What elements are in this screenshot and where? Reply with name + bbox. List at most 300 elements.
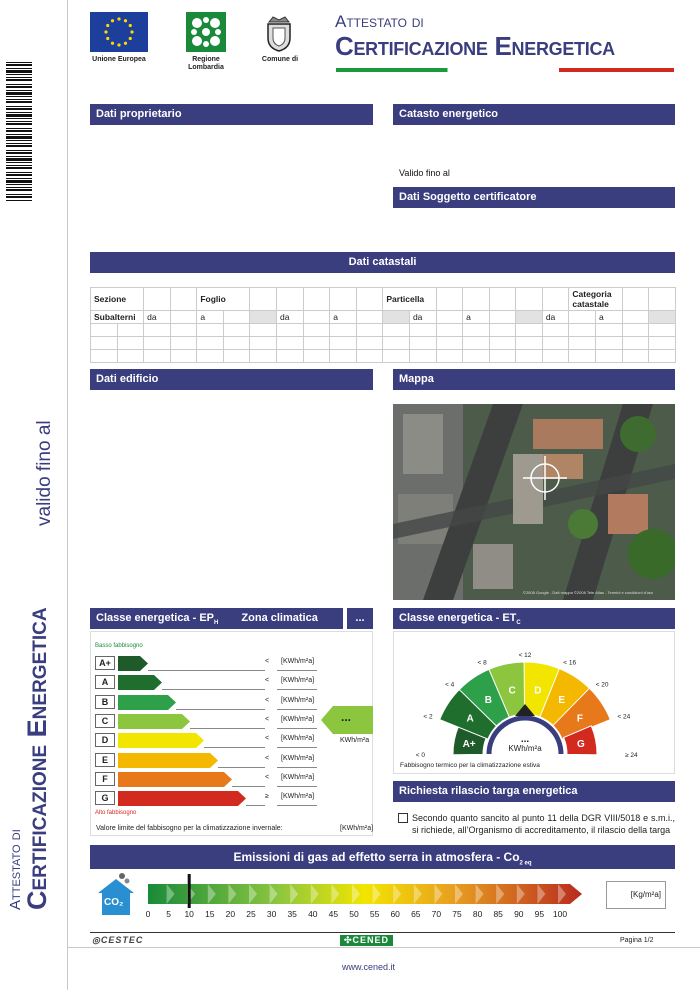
catastali-cell[interactable] xyxy=(223,337,250,350)
ep-class-arrow xyxy=(118,733,204,748)
catastali-cell[interactable] xyxy=(409,337,436,350)
catastali-a: a xyxy=(463,311,490,324)
catastali-a: a xyxy=(595,311,622,324)
ep-class-label: E xyxy=(95,753,115,767)
catastali-cell[interactable] xyxy=(622,311,649,324)
emissions-section-header xyxy=(90,845,675,869)
catastali-cell[interactable] xyxy=(516,288,543,311)
et-gauge-segment-label: F xyxy=(576,713,583,725)
ep-class-line xyxy=(176,709,265,710)
catastali-cell[interactable] xyxy=(622,337,649,350)
barcode-bar xyxy=(6,158,32,161)
ep-class-unit: [KWh/m²a] xyxy=(281,677,315,685)
barcode xyxy=(6,62,32,202)
ep-class-label: F xyxy=(95,772,115,786)
emissions-tick-label: 10 xyxy=(184,909,194,919)
ep-class-sign: < xyxy=(265,735,270,743)
ep-zone-value: ... xyxy=(347,608,373,629)
ep-section-header xyxy=(90,608,343,629)
ep-class-unit: [KWh/m²a] xyxy=(281,735,315,743)
catastali-cell[interactable] xyxy=(91,324,118,337)
ep-class-unit: [KWh/m²a] xyxy=(281,754,315,762)
emissions-tick-label: 35 xyxy=(287,909,297,919)
barcode-bar xyxy=(6,108,32,110)
barcode-bar xyxy=(6,123,32,125)
catastali-cell[interactable] xyxy=(542,350,569,363)
ep-class-arrow xyxy=(118,772,232,787)
barcode-bar xyxy=(6,136,32,139)
catastali-cell[interactable] xyxy=(170,350,197,363)
catastali-cell-shaded xyxy=(649,311,676,324)
barcode-bar xyxy=(6,180,32,183)
catastali-cell[interactable] xyxy=(569,350,596,363)
eu-star xyxy=(111,42,114,45)
catastali-subalterni: Subalterni xyxy=(91,311,144,324)
eu-star xyxy=(117,43,120,46)
catastali-a: a xyxy=(330,311,357,324)
barcode-bar xyxy=(6,156,32,157)
barcode-bar xyxy=(6,64,32,66)
catastali-cell[interactable] xyxy=(170,337,197,350)
emissions-tick-label: 5 xyxy=(166,909,171,919)
catastali-cell[interactable] xyxy=(356,311,383,324)
ep-class-value-line xyxy=(277,728,317,729)
catastali-cell[interactable] xyxy=(569,337,596,350)
emissions-tick-label: 100 xyxy=(552,909,568,919)
emissions-title: Emissioni di gas ad effetto serra in atmosfera - Co xyxy=(233,850,520,864)
eu-star xyxy=(117,17,120,20)
catastali-cell[interactable] xyxy=(436,288,463,311)
eu-star xyxy=(104,30,107,33)
catastali-cell[interactable] xyxy=(144,350,171,363)
emissions-tick-label: 50 xyxy=(349,909,359,919)
barcode-bar xyxy=(6,130,32,132)
ep-class-arrow xyxy=(118,753,218,768)
barcode-bar xyxy=(6,101,32,103)
catastali-cell[interactable] xyxy=(595,337,622,350)
ep-title: Classe energetica - EP xyxy=(96,612,215,624)
catastali-section-header: Dati catastali xyxy=(90,252,675,273)
logo-label-lombardia: Regione Lombardia xyxy=(188,56,224,71)
ep-class-line xyxy=(148,670,265,671)
barcode-bar xyxy=(6,114,32,117)
barcode-bar xyxy=(6,68,32,69)
ep-class-value-line xyxy=(277,786,317,787)
ep-class-unit: [KWh/m²a] xyxy=(281,658,315,665)
catastali-cell[interactable] xyxy=(330,288,357,311)
catastali-cell[interactable] xyxy=(569,311,596,324)
catastali-cell[interactable] xyxy=(542,337,569,350)
catastali-cell[interactable] xyxy=(144,288,171,311)
co2-house-icon xyxy=(94,871,144,919)
eu-star xyxy=(124,19,127,22)
ep-class-line xyxy=(232,786,265,787)
ep-title-sub: H xyxy=(214,620,219,627)
catastali-cell[interactable] xyxy=(91,337,118,350)
ep-class-label: D xyxy=(95,733,115,747)
logo-label-comune: Comune di xyxy=(261,56,299,63)
catastali-cell[interactable] xyxy=(409,324,436,337)
barcode-bar xyxy=(6,172,32,173)
et-gauge-segment-label: C xyxy=(508,685,516,697)
catastali-cell[interactable] xyxy=(330,350,357,363)
footer-logo-center-text: CENED xyxy=(352,935,390,945)
emissions-tick-label: 25 xyxy=(246,909,256,919)
ep-class-arrow xyxy=(118,714,190,729)
request-checkbox[interactable] xyxy=(398,813,408,823)
catastali-header: Foglio xyxy=(197,288,250,311)
catastali-cell[interactable] xyxy=(303,311,330,324)
catastali-cell[interactable] xyxy=(197,337,224,350)
catastali-cell[interactable] xyxy=(277,324,304,337)
logo-label-eu: Unione Europea xyxy=(92,56,146,63)
eu-star xyxy=(130,30,133,33)
lombardia-rose-icon xyxy=(186,12,226,52)
et-gauge-unit: KWh/m²a xyxy=(508,744,542,753)
footer-rule xyxy=(90,932,675,933)
catastali-cell[interactable] xyxy=(649,350,676,363)
et-title-sub: C xyxy=(516,620,521,627)
et-gauge-segment-label: A+ xyxy=(462,738,476,750)
ep-class-line xyxy=(204,747,265,748)
ep-class-sign: < xyxy=(265,715,270,723)
footer-logo-left-text: CESTEC xyxy=(100,935,144,945)
barcode-bar xyxy=(6,121,32,122)
emissions-tick-label: 60 xyxy=(390,909,400,919)
emissions-tick-label: 45 xyxy=(328,909,339,919)
catastali-cell[interactable] xyxy=(436,324,463,337)
ep-class-value-line xyxy=(277,670,317,671)
ep-class-value-line xyxy=(277,747,317,748)
catastali-cell[interactable] xyxy=(489,350,516,363)
ep-class-sign: < xyxy=(265,658,270,665)
catastali-da: da xyxy=(277,311,304,324)
barcode-bar xyxy=(6,187,32,188)
emissions-tick-label: 85 xyxy=(493,909,503,919)
catastali-cell[interactable] xyxy=(649,288,676,311)
barcode-bar xyxy=(6,77,32,78)
catastali-cell[interactable] xyxy=(223,324,250,337)
ep-class-value-line xyxy=(277,767,317,768)
barcode-bar xyxy=(6,165,32,166)
emissions-marker xyxy=(188,874,191,908)
barcode-bar xyxy=(6,62,32,63)
catastali-cell[interactable] xyxy=(516,350,543,363)
catastali-cell-shaded xyxy=(383,311,410,324)
barcode-bar xyxy=(6,70,32,73)
catastali-cell[interactable] xyxy=(383,324,410,337)
catastali-cell[interactable] xyxy=(595,324,622,337)
ep-result-value: ... xyxy=(341,710,352,724)
ep-class-unit: [KWh/m²a] xyxy=(281,793,315,801)
et-gauge-threshold: < 20 xyxy=(595,681,609,689)
ep-class-sign: < xyxy=(265,754,270,762)
barcode-bar xyxy=(6,145,32,147)
catastali-cell[interactable] xyxy=(250,337,277,350)
catastali-cell[interactable] xyxy=(277,337,304,350)
catastali-cell[interactable] xyxy=(250,288,277,311)
barcode-bar xyxy=(6,189,32,191)
catastali-a: a xyxy=(197,311,224,324)
emissions-tick-label: 75 xyxy=(452,909,462,919)
catastali-cell[interactable] xyxy=(144,324,171,337)
et-gauge-threshold: < 2 xyxy=(423,713,433,721)
footer-logo-center: ✣CENED xyxy=(340,935,393,946)
ep-zone: Zona climatica xyxy=(241,612,318,624)
ep-class-unit: [KWh/m²a] xyxy=(281,773,315,781)
catastali-cell[interactable] xyxy=(622,324,649,337)
barcode-bar xyxy=(6,74,32,75)
ep-class-value-line xyxy=(277,689,317,690)
building-fields xyxy=(96,403,366,409)
request-text: Secondo quanto sancito al punto 11 della DGR VIII/5018 e s.m.i., si richiede, all’Organismo di accreditamento, il rilascio della targa xyxy=(412,813,675,835)
side-title-line2: Certificazione Energetica xyxy=(22,607,52,910)
barcode-bar xyxy=(6,99,32,100)
barcode-bar xyxy=(6,194,32,195)
emissions-tick-label: 55 xyxy=(369,909,380,919)
catastali-cell[interactable] xyxy=(489,288,516,311)
ep-result-arrow xyxy=(321,706,373,734)
catastali-cell[interactable] xyxy=(622,350,649,363)
emissions-scale xyxy=(140,872,600,920)
ep-class-arrow xyxy=(118,656,148,671)
catastali-cell[interactable] xyxy=(542,324,569,337)
et-panel xyxy=(393,631,675,774)
ep-class-label: A xyxy=(95,675,115,689)
emissions-title-sub: 2 eq xyxy=(519,860,532,867)
italian-flag-rule xyxy=(336,68,674,72)
barcode-bar xyxy=(6,184,32,185)
barcode-bar xyxy=(6,96,32,97)
catastali-cell[interactable] xyxy=(223,311,250,324)
catastali-cell[interactable] xyxy=(170,324,197,337)
header-title-line1: Attestato di xyxy=(335,12,424,31)
barcode-bar xyxy=(6,162,32,163)
ep-class-line xyxy=(190,728,265,729)
catastali-cell[interactable] xyxy=(463,288,490,311)
barcode-bar xyxy=(6,92,32,95)
emissions-tick-label: 30 xyxy=(266,909,277,919)
building-section-header: Dati edificio xyxy=(90,369,373,390)
barcode-bar xyxy=(6,90,32,91)
catastali-cell[interactable] xyxy=(489,337,516,350)
catastali-cell[interactable] xyxy=(569,324,596,337)
catastali-cell[interactable] xyxy=(117,337,144,350)
barcode-bar xyxy=(6,128,32,129)
certifier-section-header: Dati Soggetto certificatore xyxy=(393,187,675,208)
catastali-cell[interactable] xyxy=(117,324,144,337)
barcode-bar xyxy=(6,143,32,144)
catastali-cell[interactable] xyxy=(117,350,144,363)
catastali-cell[interactable] xyxy=(330,324,357,337)
footer-logo-left: ◎CESTEC xyxy=(92,935,144,945)
eu-star xyxy=(124,42,127,45)
request-section-header: Richiesta rilascio targa energetica xyxy=(393,781,675,802)
emissions-unit: [Kg/m²a] xyxy=(630,890,661,899)
catastali-cell[interactable] xyxy=(489,324,516,337)
emissions-tick-label: 0 xyxy=(145,909,151,919)
cadastre-section-header: Catasto energetico xyxy=(393,104,675,125)
et-section-header xyxy=(393,608,675,629)
barcode-bar xyxy=(6,106,32,107)
et-gauge-threshold: < 4 xyxy=(445,681,455,689)
catastali-cell[interactable] xyxy=(250,324,277,337)
et-gauge-segment-label: E xyxy=(558,695,566,707)
catastali-cell[interactable] xyxy=(436,311,463,324)
ep-class-arrow xyxy=(118,695,176,710)
ep-class-value-line xyxy=(277,709,317,710)
catastali-cell[interactable] xyxy=(170,288,197,311)
catastali-cell[interactable] xyxy=(409,350,436,363)
catastali-cell[interactable] xyxy=(383,337,410,350)
footer-url[interactable]: www.cened.it xyxy=(342,962,396,972)
catastali-cell[interactable] xyxy=(303,324,330,337)
catastali-cell[interactable] xyxy=(622,288,649,311)
catastali-da: da xyxy=(542,311,569,324)
et-gauge-threshold: < 8 xyxy=(477,659,487,667)
barcode-bar xyxy=(6,178,32,179)
emissions-tick-label: 95 xyxy=(534,909,545,919)
et-title: Classe energetica - ET xyxy=(399,612,517,624)
catastali-cell-shaded xyxy=(516,311,543,324)
catastali-cell[interactable] xyxy=(516,324,543,337)
emissions-tick-label: 90 xyxy=(514,909,524,919)
catastali-cell[interactable] xyxy=(91,350,118,363)
catastali-cell[interactable] xyxy=(516,337,543,350)
et-gauge-threshold: < 12 xyxy=(518,652,532,659)
catastali-cell[interactable] xyxy=(649,337,676,350)
ep-low-label: Basso fabbisogno xyxy=(95,643,143,649)
catastali-cell[interactable] xyxy=(250,350,277,363)
et-gauge-threshold: ≥ 24 xyxy=(625,752,638,759)
catastali-cell[interactable] xyxy=(356,350,383,363)
emissions-unit-box xyxy=(606,881,666,909)
footer-page: Pagina 1/2 xyxy=(620,937,654,944)
catastali-cell[interactable] xyxy=(356,337,383,350)
catastali-header: Categoria catastale xyxy=(569,288,622,311)
et-note: Fabbisogno termico per la climatizzazione estiva xyxy=(400,762,540,769)
barcode-bar xyxy=(6,174,32,176)
barcode-bar xyxy=(6,112,32,113)
map-section-header: Mappa xyxy=(393,369,675,390)
catastali-cell[interactable] xyxy=(542,288,569,311)
ep-class-label: G xyxy=(95,791,115,805)
emissions-tick-label: 15 xyxy=(205,909,215,919)
eu-star xyxy=(111,19,114,22)
catastali-cell[interactable] xyxy=(144,337,171,350)
catastali-cell[interactable] xyxy=(223,350,250,363)
catastali-cell[interactable] xyxy=(463,337,490,350)
side-title xyxy=(8,607,51,910)
eu-star xyxy=(106,37,109,40)
barcode-bar xyxy=(6,79,32,81)
ep-class-arrow xyxy=(118,675,162,690)
barcode-bar xyxy=(6,140,32,141)
emissions-tick-label: 65 xyxy=(411,909,421,919)
catastali-cell[interactable] xyxy=(330,337,357,350)
catastali-cell[interactable] xyxy=(277,288,304,311)
owner-section-header: Dati proprietario xyxy=(90,104,373,125)
barcode-bar xyxy=(6,150,32,151)
et-gauge-segment-label: B xyxy=(484,695,492,707)
emissions-tick-label: 70 xyxy=(431,909,442,919)
frame-footer-line xyxy=(67,947,700,948)
catastali-cell[interactable] xyxy=(649,324,676,337)
barcode-bar xyxy=(6,167,32,169)
barcode-bar xyxy=(6,86,32,88)
barcode-bar xyxy=(6,118,32,119)
eu-star xyxy=(129,37,132,40)
catastali-cell[interactable] xyxy=(170,311,197,324)
barcode-bar xyxy=(6,134,32,135)
ep-class-line xyxy=(246,805,265,806)
catastali-cell[interactable] xyxy=(303,288,330,311)
ep-class-sign: < xyxy=(265,677,270,685)
et-gauge-threshold: < 0 xyxy=(415,752,425,759)
ep-class-line xyxy=(162,689,265,690)
emissions-tick-label: 20 xyxy=(225,909,236,919)
et-gauge-value: ... xyxy=(520,734,530,745)
ep-class-label: B xyxy=(95,695,115,709)
catastali-cell[interactable] xyxy=(436,337,463,350)
eu-star xyxy=(106,24,109,27)
catastali-cell[interactable] xyxy=(303,350,330,363)
catastali-cell[interactable] xyxy=(356,324,383,337)
emissions-tick-label: 40 xyxy=(308,909,318,919)
eu-star xyxy=(129,24,132,27)
catastali-cell[interactable] xyxy=(463,324,490,337)
co2-icon-label: CO₂ xyxy=(104,897,124,908)
catastali-cell[interactable] xyxy=(303,337,330,350)
catastali-cell[interactable] xyxy=(436,350,463,363)
catastali-cell[interactable] xyxy=(383,350,410,363)
catastali-cell[interactable] xyxy=(489,311,516,324)
catastali-cell[interactable] xyxy=(197,324,224,337)
barcode-bar xyxy=(6,84,32,85)
ep-class-unit: [KWh/m²a] xyxy=(281,715,315,723)
emissions-tick-label: 80 xyxy=(472,909,483,919)
catastali-cell[interactable] xyxy=(197,350,224,363)
ep-class-label: C xyxy=(95,714,115,728)
et-gauge-threshold: < 16 xyxy=(563,659,577,667)
cadastre-valid: Valido fino al xyxy=(399,168,450,178)
catastali-table xyxy=(90,287,675,363)
catastali-cell[interactable] xyxy=(595,350,622,363)
aerial-map[interactable] xyxy=(393,404,675,600)
side-valid-until: valido fino al xyxy=(34,420,55,526)
ep-result-unit: KWh/m²a xyxy=(340,737,370,744)
ep-limit-unit: [KWh/m²a] xyxy=(340,825,374,832)
map-credit: ©2008 Google - Dati mappa ©2008 Tele Atlas - Termini e condizioni d'uso xyxy=(523,590,654,595)
ep-class-sign: < xyxy=(265,696,270,704)
catastali-cell[interactable] xyxy=(356,288,383,311)
barcode-bar xyxy=(6,200,32,201)
barcode-bar xyxy=(6,196,32,198)
catastali-header: Particella xyxy=(383,288,436,311)
side-title-area xyxy=(0,380,67,910)
ep-class-value-line xyxy=(277,805,317,806)
catastali-cell[interactable] xyxy=(463,350,490,363)
catastali-cell[interactable] xyxy=(277,350,304,363)
ep-class-sign: ≥ xyxy=(265,793,269,801)
eu-flag-icon xyxy=(90,12,148,52)
barcode-bar xyxy=(6,152,32,154)
ep-high-label: Alto fabbisogno xyxy=(95,810,137,816)
frame-left-line xyxy=(67,0,68,990)
et-gauge-segment-label: D xyxy=(534,685,542,697)
ep-limit-text: Valore limite del fabbisogno per la climatizzazione invernale: xyxy=(96,825,283,832)
et-gauge-segment-label: A xyxy=(466,713,474,725)
